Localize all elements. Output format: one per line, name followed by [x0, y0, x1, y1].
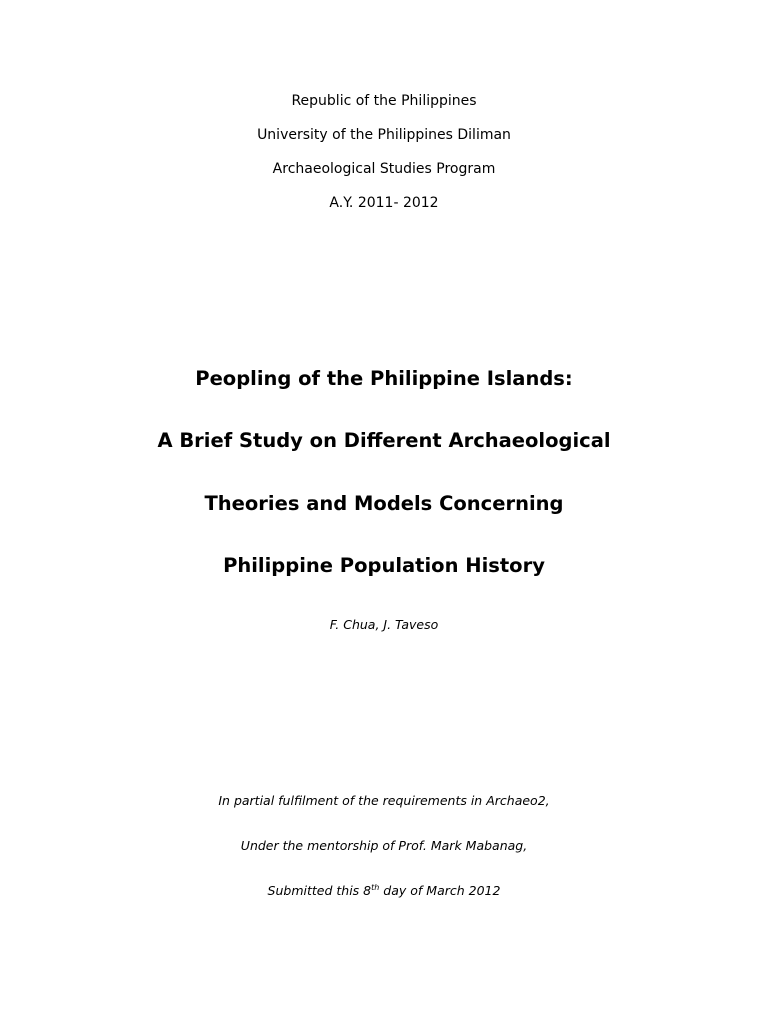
title-line-3: Theories and Models Concerning [204, 492, 564, 515]
submission-ordinal-suffix: th [371, 882, 380, 892]
submission-suffix: day of March 2012 [379, 883, 501, 898]
fulfilment-statement: In partial fulfilment of the requirements in Archaeo2, [218, 793, 550, 808]
submission-date [0, 883, 768, 898]
header-university: University of the Philippines Diliman [257, 127, 511, 143]
title-line-4: Philippine Population History [223, 554, 545, 577]
submission-prefix: Submitted this 8 [267, 883, 372, 898]
header-country: Republic of the Philippines [291, 93, 477, 109]
header-program: Archaeological Studies Program [272, 161, 496, 177]
title-line-1: Peopling of the Philippine Islands: [195, 367, 573, 390]
authors: F. Chua, J. Taveso [329, 617, 439, 632]
title-line-2: A Brief Study on Different Archaeological [157, 429, 611, 452]
mentorship-statement: Under the mentorship of Prof. Mark Mabanag, [240, 838, 528, 853]
header-academic-year: A.Y. 2011- 2012 [329, 195, 439, 211]
